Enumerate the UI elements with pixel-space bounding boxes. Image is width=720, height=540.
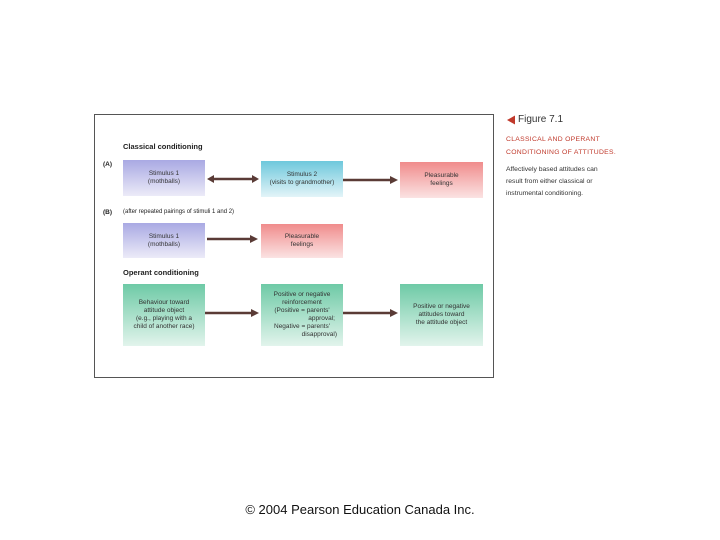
caption-title-1: CLASSICAL AND OPERANT xyxy=(506,136,601,143)
box-text: reinforcement xyxy=(282,299,322,306)
box-text: feelings xyxy=(430,180,453,187)
arrow-right xyxy=(343,176,398,184)
box-text: (visits to grandmother) xyxy=(269,179,335,186)
caption-title-2: CONDITIONING OF ATTITUDES. xyxy=(506,149,617,156)
box-text: (mothballs) xyxy=(147,178,181,185)
caption-body-2: result from either classical or xyxy=(506,178,593,185)
box-text: Positive or negative xyxy=(413,303,470,310)
box-text: Stimulus 1 xyxy=(148,232,180,240)
classical-title: Classical conditioning xyxy=(123,142,203,151)
box-text: attitudes toward xyxy=(418,311,465,318)
b-note: (after repeated pairings of stimuli 1 and 2) xyxy=(123,209,235,215)
arrow-right xyxy=(207,235,258,243)
copyright-footer: © 2004 Pearson Education Canada Inc. xyxy=(245,502,475,517)
box-text: Positive or negative xyxy=(273,291,331,298)
box-text: Negative = parents' xyxy=(274,323,330,330)
label-b: (B) xyxy=(103,209,113,216)
box-text: Stimulus 2 xyxy=(286,171,318,178)
arrow-right xyxy=(343,309,398,317)
box-text: Behaviour toward xyxy=(138,299,190,306)
figure-label: Figure 7.1 xyxy=(518,114,564,125)
box-text: the attitude object xyxy=(415,319,468,326)
box-text: approval; xyxy=(308,315,335,322)
operant-title: Operant conditioning xyxy=(123,268,199,277)
caption-body-3: instrumental conditioning. xyxy=(506,190,584,197)
arrow-right xyxy=(205,309,259,317)
box-text: Pleasurable xyxy=(424,172,459,179)
box-text: (Positive = parents' xyxy=(274,307,330,314)
box-text: disapproval) xyxy=(301,331,337,338)
figure-pointer-icon xyxy=(507,116,515,125)
double-arrow xyxy=(207,175,259,183)
box-text: (e.g., playing with a xyxy=(135,315,192,322)
box-text: Pleasurable xyxy=(284,233,320,240)
caption-body-1: Affectively based attitudes can xyxy=(506,166,598,173)
box-text: child of another race) xyxy=(133,323,195,330)
box-text: Stimulus 1 xyxy=(148,170,180,177)
label-a: (A) xyxy=(103,161,113,168)
box-text: feelings xyxy=(290,241,314,248)
box-text: attitude object xyxy=(143,307,185,314)
box-text: (mothballs) xyxy=(147,240,181,248)
